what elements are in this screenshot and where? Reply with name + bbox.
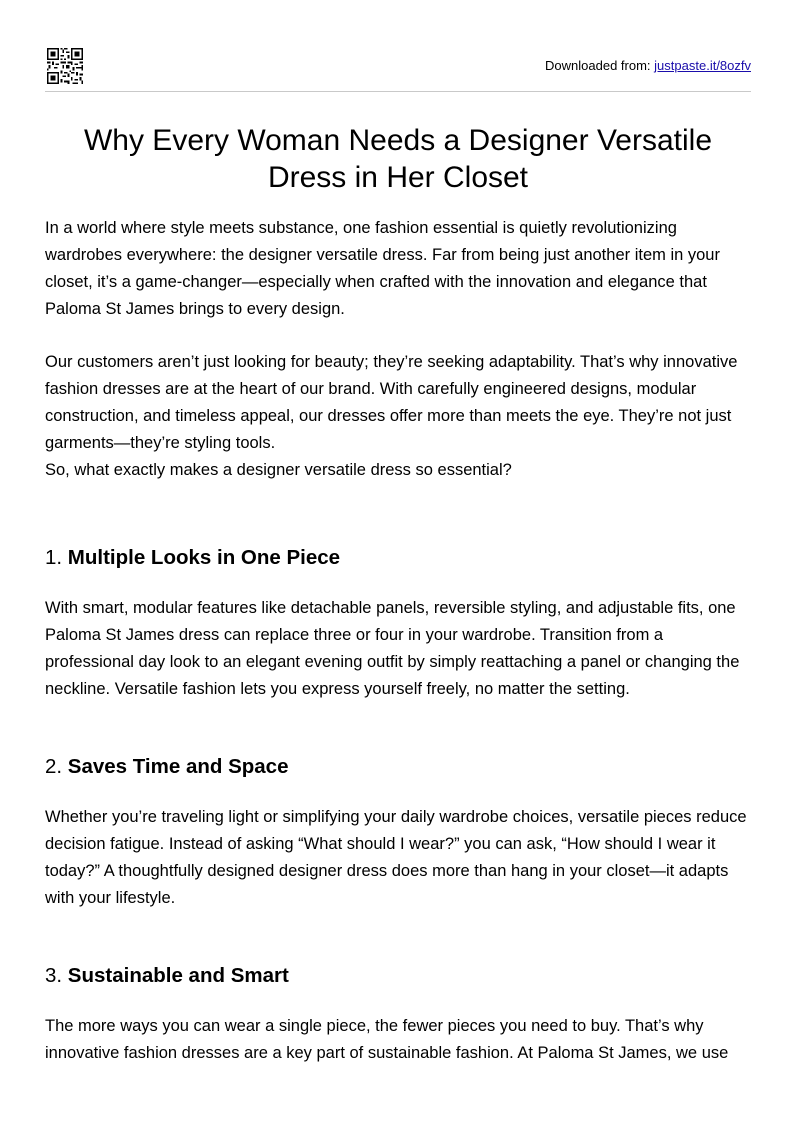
section-title: Saves Time and Space	[67, 755, 289, 778]
downloaded-from-label: Downloaded from:	[545, 58, 655, 73]
section-number: 3.	[45, 964, 68, 987]
qr-code-icon	[47, 48, 83, 84]
section-number: 2.	[45, 755, 68, 778]
section-title: Multiple Looks in One Piece	[67, 546, 341, 569]
intro-paragraph: Our customers aren’t just looking for beauty; they’re seeking adaptability. That’s why innovative fashion dresses are at the heart of our brand. With carefully engineered designs, modular construction, and timeless appeal, our dresses offer more than meets the eye. They’re not just garments—they’re styling tools.	[45, 353, 738, 452]
section-heading	[45, 753, 751, 780]
section-title: Sustainable and Smart	[67, 964, 289, 987]
intro-paragraph: In a world where style meets substance, one fashion essential is quietly revolutionizing wardrobes everywhere: the designer versatile dress. Far from being just another item in your closet, it’s a game-changer—especially when crafted with the innovation and elegance that Paloma St James brings to every design.	[45, 219, 720, 318]
section-heading	[45, 544, 751, 571]
source-link[interactable]: justpaste.it/8ozfv	[654, 58, 751, 73]
section-paragraph: The more ways you can wear a single piece, the fewer pieces you need to buy. That’s why innovative fashion dresses are a key part of sustainable fashion. At Paloma St James, we use	[45, 1017, 729, 1062]
section-paragraph: With smart, modular features like detachable panels, reversible styling, and adjustable fits, one Paloma St James dress can replace three or four in your wardrobe. Transition from a professional day look to an elegant evening outfit by simply reattaching a panel or changing the neckline. Versatile fashion lets you express yourself freely, no matter the setting.	[45, 599, 740, 698]
page-header	[45, 46, 751, 92]
download-source	[545, 58, 751, 74]
page-title: Why Every Woman Needs a Designer Versatile Dress in Her Closet	[83, 124, 713, 194]
article-body	[45, 215, 751, 1067]
section-number: 1.	[45, 546, 68, 569]
section-paragraph: Whether you’re traveling light or simplifying your daily wardrobe choices, versatile pieces reduce decision fatigue. Instead of asking “What should I wear?” you can ask, “How should I wear it today?” A thoughtfully designed designer dress does more than hang in your closet—it adapts with your lifestyle.	[45, 808, 747, 907]
intro-paragraph: So, what exactly makes a designer versatile dress so essential?	[45, 461, 512, 479]
section-heading	[45, 962, 751, 989]
